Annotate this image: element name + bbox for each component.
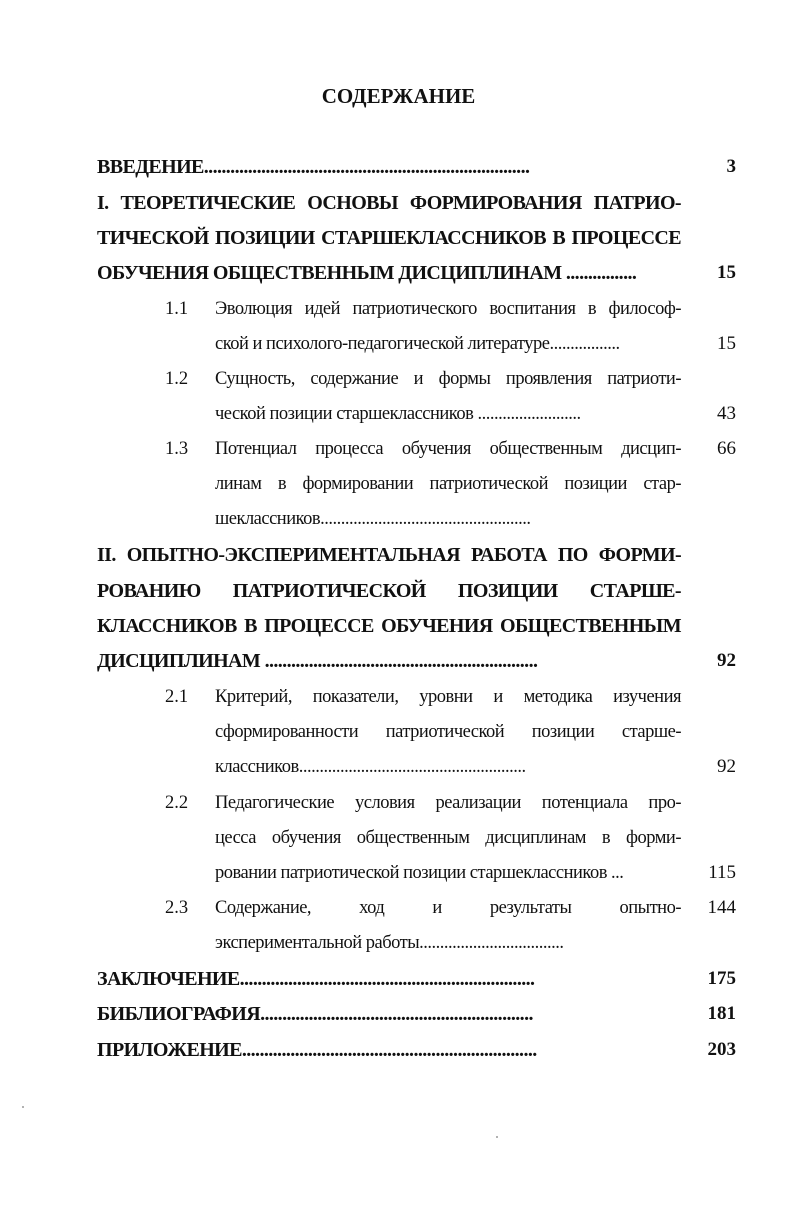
- page-number-bibliography: 181: [707, 1003, 736, 1024]
- toc-entry-section-2-2-line-3: ровании патриотической позиции старшеклассников ...: [215, 863, 624, 883]
- toc-entry-introduction: ВВЕДЕНИЕ..........................................................................: [97, 156, 530, 178]
- toc-entry-section-1-3-line-3: шеклассников...................................................: [215, 509, 531, 529]
- page-number-section-1-3: 66: [717, 438, 736, 459]
- page-number-introduction: 3: [726, 156, 736, 177]
- toc-entry-section-2-1-line-3: классников.......................................................: [215, 757, 526, 777]
- section-number-2-2: 2.2: [165, 793, 189, 813]
- toc-entry-appendix: ПРИЛОЖЕНИЕ...................................................................: [97, 1039, 537, 1061]
- section-number-1-2: 1.2: [165, 369, 189, 389]
- page-number-section-2-1: 92: [717, 756, 736, 777]
- toc-entry-chapter-2-line-4: ДИСЦИПЛИНАМ ..............................................................: [97, 650, 538, 672]
- toc-entry-section-1-2-line-1: Сущность, содержание и формы проявления патриоти-: [215, 369, 681, 389]
- section-number-1-3: 1.3: [165, 439, 189, 459]
- toc-entry-section-1-1-line-1: Эволюция идей патриотического воспитания в философ-: [215, 299, 681, 319]
- toc-entry-chapter-1-line-2: ТИЧЕСКОЙ ПОЗИЦИИ СТАРШЕКЛАССНИКОВ В ПРОЦЕССЕ: [97, 227, 681, 249]
- page-number-conclusion: 175: [707, 968, 736, 989]
- section-number-1-1: 1.1: [165, 299, 189, 319]
- toc-entry-section-2-3-line-2: экспериментальной работы...................................: [215, 933, 564, 953]
- page-number-appendix: 203: [707, 1039, 736, 1060]
- toc-entry-section-2-3-line-1: Содержание, ход и результаты опытно-: [215, 898, 681, 918]
- page-number-section-2-2: 115: [708, 862, 736, 883]
- scan-speck: [22, 1106, 24, 1108]
- toc-entry-chapter-1-line-1: I. ТЕОРЕТИЧЕСКИЕ ОСНОВЫ ФОРМИРОВАНИЯ ПАТРИО-: [97, 192, 681, 214]
- page-number-chapter-2: 92: [717, 650, 736, 671]
- toc-entry-section-2-2-line-2: цесса обучения общественным дисциплинам в форми-: [215, 828, 681, 848]
- toc-entry-section-2-1-line-2: сформированности патриотической позиции старше-: [215, 722, 681, 742]
- section-number-2-3: 2.3: [165, 898, 189, 918]
- page-number-section-1-2: 43: [717, 403, 736, 424]
- toc-entry-section-1-3-line-2: линам в формировании патриотической позиции стар-: [215, 474, 681, 494]
- toc-entry-section-2-1-line-1: Критерий, показатели, уровни и методика изучения: [215, 687, 681, 707]
- page-number-section-1-1: 15: [717, 333, 736, 354]
- toc-entry-conclusion: ЗАКЛЮЧЕНИЕ...................................................................: [97, 968, 535, 990]
- toc-entry-section-1-3-line-1: Потенциал процесса обучения общественным дисцип-: [215, 439, 681, 459]
- toc-entry-chapter-2-line-1: II. ОПЫТНО-ЭКСПЕРИМЕНТАЛЬНАЯ РАБОТА ПО ФОРМИ-: [97, 544, 681, 566]
- page-number-chapter-1: 15: [717, 262, 736, 283]
- section-number-2-1: 2.1: [165, 687, 189, 707]
- scan-speck: [496, 1136, 498, 1138]
- toc-entry-section-1-1-line-2: ской и психолого-педагогической литературе.................: [215, 334, 620, 354]
- toc-entry-section-1-2-line-2: ческой позиции старшеклассников .........................: [215, 404, 581, 424]
- toc-entry-bibliography: БИБЛИОГРАФИЯ..............................................................: [97, 1003, 533, 1025]
- toc-entry-chapter-1-line-3: ОБУЧЕНИЯ ОБЩЕСТВЕННЫМ ДИСЦИПЛИНАМ ................: [97, 262, 637, 284]
- page-number-section-2-3: 144: [707, 897, 736, 918]
- toc-entry-chapter-2-line-3: КЛАССНИКОВ В ПРОЦЕССЕ ОБУЧЕНИЯ ОБЩЕСТВЕННЫМ: [97, 615, 681, 637]
- toc-entry-section-2-2-line-1: Педагогические условия реализации потенциала про-: [215, 793, 681, 813]
- page-title: СОДЕРЖАНИЕ: [321, 84, 476, 108]
- toc-entry-chapter-2-line-2: РОВАНИЮ ПАТРИОТИЧЕСКОЙ ПОЗИЦИИ СТАРШЕ-: [97, 580, 681, 602]
